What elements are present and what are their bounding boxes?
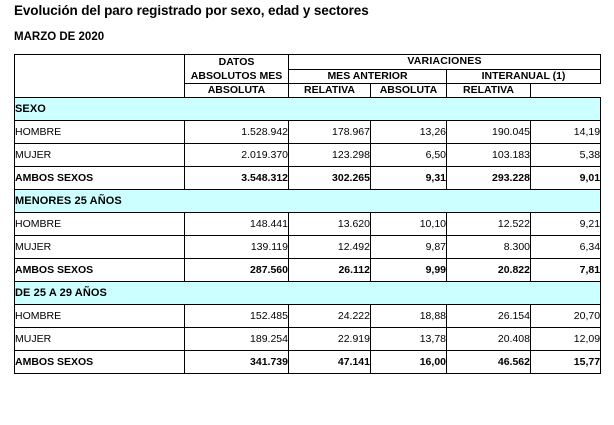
table-row	[15, 351, 601, 374]
cell-interanual-relativa: 9,01	[531, 167, 601, 190]
cell-interanual-absoluta: 103.183	[447, 144, 531, 167]
table-row	[15, 167, 601, 190]
section-row	[15, 98, 601, 121]
cell-datos-absolutos: 189.254	[185, 328, 289, 351]
section-title: SEXO	[15, 98, 601, 121]
header-interanual-absoluta: ABSOLUTA	[371, 84, 447, 98]
cell-mes-relativa: 18,88	[371, 305, 447, 328]
cell-mes-absoluta: 123.298	[289, 144, 371, 167]
header-mes-absoluta: ABSOLUTA	[185, 84, 289, 98]
header-mes-relativa: RELATIVA	[289, 84, 371, 98]
header-corner-blank	[15, 55, 185, 98]
row-label: MUJER	[15, 328, 185, 351]
cell-datos-absolutos: 2.019.370	[185, 144, 289, 167]
table-row	[15, 236, 601, 259]
cell-mes-absoluta: 47.141	[289, 351, 371, 374]
cell-interanual-absoluta: 293.228	[447, 167, 531, 190]
table-row	[15, 121, 601, 144]
row-label: HOMBRE	[15, 305, 185, 328]
header-datos-absolutos	[185, 55, 289, 84]
cell-mes-relativa: 9,87	[371, 236, 447, 259]
cell-datos-absolutos: 148.441	[185, 213, 289, 236]
header-mes-anterior: MES ANTERIOR	[289, 69, 447, 84]
cell-datos-absolutos: 1.528.942	[185, 121, 289, 144]
cell-mes-absoluta: 26.112	[289, 259, 371, 282]
cell-mes-relativa: 9,99	[371, 259, 447, 282]
section-title: MENORES 25 AÑOS	[15, 190, 601, 213]
row-label: HOMBRE	[15, 121, 185, 144]
section-row	[15, 282, 601, 305]
table-body	[15, 98, 601, 374]
cell-interanual-relativa: 14,19	[531, 121, 601, 144]
cell-datos-absolutos: 139.119	[185, 236, 289, 259]
cell-mes-absoluta: 302.265	[289, 167, 371, 190]
cell-mes-relativa: 9,31	[371, 167, 447, 190]
cell-mes-absoluta: 22.919	[289, 328, 371, 351]
cell-interanual-absoluta: 12.522	[447, 213, 531, 236]
cell-interanual-absoluta: 46.562	[447, 351, 531, 374]
table-row	[15, 144, 601, 167]
header-variaciones: VARIACIONES	[289, 55, 601, 70]
cell-interanual-relativa: 15,77	[531, 351, 601, 374]
cell-mes-absoluta: 12.492	[289, 236, 371, 259]
section-row	[15, 190, 601, 213]
cell-interanual-relativa: 5,38	[531, 144, 601, 167]
cell-interanual-absoluta: 20.408	[447, 328, 531, 351]
row-label: MUJER	[15, 144, 185, 167]
table-row	[15, 328, 601, 351]
cell-interanual-relativa: 7,81	[531, 259, 601, 282]
cell-interanual-relativa: 6,34	[531, 236, 601, 259]
page-title: Evolución del paro registrado por sexo, edad y sectores	[14, 3, 369, 18]
cell-interanual-relativa: 12,09	[531, 328, 601, 351]
cell-datos-absolutos: 341.739	[185, 351, 289, 374]
table-row	[15, 305, 601, 328]
cell-mes-relativa: 16,00	[371, 351, 447, 374]
cell-interanual-absoluta: 8.300	[447, 236, 531, 259]
table-header	[15, 55, 601, 98]
cell-datos-absolutos: 152.485	[185, 305, 289, 328]
page-subtitle: MARZO DE 2020	[14, 31, 105, 43]
header-datos-absolutos-line1: DATOS	[218, 56, 255, 68]
cell-mes-absoluta: 13.620	[289, 213, 371, 236]
cell-interanual-relativa: 20,70	[531, 305, 601, 328]
unemployment-table	[14, 54, 601, 374]
section-title: DE 25 A 29 AÑOS	[15, 282, 601, 305]
row-label: AMBOS SEXOS	[15, 351, 185, 374]
row-label: AMBOS SEXOS	[15, 259, 185, 282]
cell-mes-relativa: 6,50	[371, 144, 447, 167]
cell-interanual-absoluta: 20.822	[447, 259, 531, 282]
cell-datos-absolutos: 3.548.312	[185, 167, 289, 190]
cell-mes-relativa: 10,10	[371, 213, 447, 236]
header-interanual: INTERANUAL (1)	[447, 69, 601, 84]
header-datos-absolutos-line2: ABSOLUTOS MES	[190, 70, 283, 82]
cell-mes-absoluta: 24.222	[289, 305, 371, 328]
cell-interanual-absoluta: 190.045	[447, 121, 531, 144]
cell-mes-absoluta: 178.967	[289, 121, 371, 144]
table-row	[15, 213, 601, 236]
table-row	[15, 259, 601, 282]
header-row-1	[15, 55, 601, 70]
row-label: HOMBRE	[15, 213, 185, 236]
row-label: AMBOS SEXOS	[15, 167, 185, 190]
cell-datos-absolutos: 287.560	[185, 259, 289, 282]
cell-interanual-relativa: 9,21	[531, 213, 601, 236]
row-label: MUJER	[15, 236, 185, 259]
cell-mes-relativa: 13,26	[371, 121, 447, 144]
cell-mes-relativa: 13,78	[371, 328, 447, 351]
cell-interanual-absoluta: 26.154	[447, 305, 531, 328]
header-interanual-relativa: RELATIVA	[447, 84, 531, 98]
